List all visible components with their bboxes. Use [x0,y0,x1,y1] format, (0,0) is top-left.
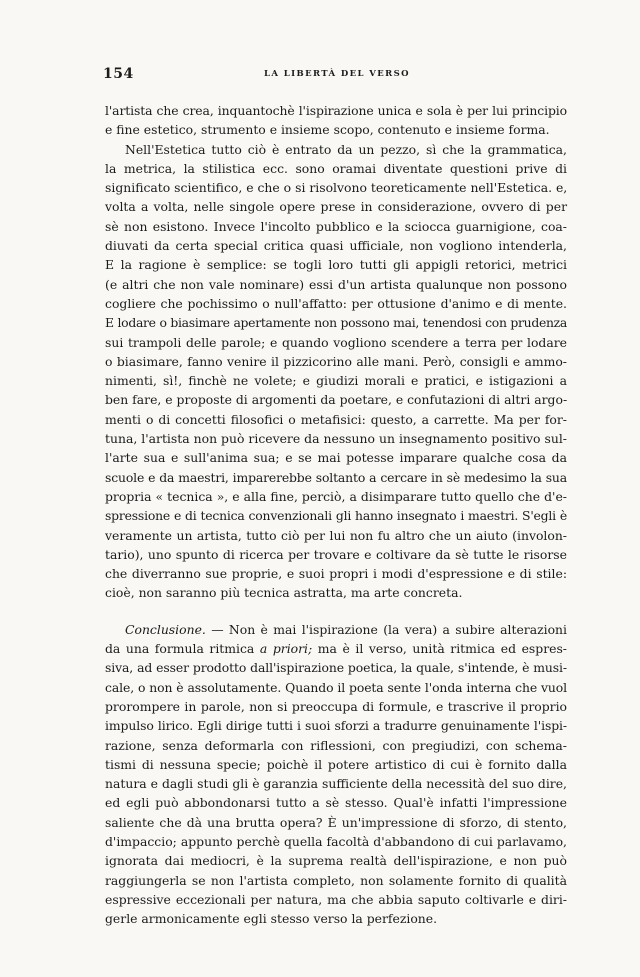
text-line [105,639,567,658]
text-line: (e altri che non vale nominare) essi d'un artista qualunque non possono [105,276,567,292]
text-line: la metrica, la stilistica ecc. sono oramai diventate questioni prive di [105,160,567,176]
text-line: cale, o non è assolutamente. Quando il poeta sente l'onda interna che vuol [105,679,567,695]
text-line: propria « tecnica », e alla fine, perciò, a disimparare tutto quello che d'e- [105,488,567,504]
text-line: ed egli può abbondonarsi tutto a sè stesso. Qual'è infatti l'impressione [105,795,567,811]
text-line: tario), uno spunto di ricerca per trovare e coltivare da sè tutte le risorse [105,546,567,562]
text-line: menti o di concetti filosofici o metafisici: questo, a carrette. Ma per for- [105,411,567,427]
paragraph-3 [105,620,567,929]
paragraph-1 [105,101,567,140]
text-line: E lodare o biasimare apertamente non possono mai, tenendosi con prudenza [105,315,567,331]
text-line: cogliere che pochissimo o null'affatto: per ottusione d'animo e di mente. [105,295,567,311]
text-line: natura e dagli studi gli è garanzia sufficiente della necessità del suo dire, [105,776,567,792]
text-line: razione, senza deformarla con riflessioni, con pregiudizi, con schema- [105,737,567,753]
text-line: l'arte sua e sull'anima sua; e se mai potesse imparare qualche cosa da [105,450,567,466]
text-line: espressive eccezionali per natura, ma che abbia saputo coltivarle e diri- [105,891,567,907]
text-line: cioè, non saranno più tecnica astratta, ma arte concreta. [105,585,463,601]
text-line: tuna, l'artista non può ricevere da nessuno un insegnamento positivo sul- [105,431,567,447]
text-line: siva, ad esser prodotto dall'ispirazione poetica, la quale, s'intende, è musi- [105,660,567,676]
text-line: diuvati da certa special critica quasi ufficiale, non vogliono intenderla, [105,238,567,254]
section-lead: Conclusione. [125,621,206,637]
text-line: impulso lirico. Egli dirige tutti i suoi sforzi a tradurre genuinamente l'ispi- [105,718,567,734]
text-line: scuole e da maestri, imparerebbe soltanto a cercare in sè medesimo la sua [105,469,567,485]
page-number: 154 [103,66,134,82]
body-text [105,101,567,928]
text-line: prorompere in parole, non si preoccupa di formule, e trascrive il proprio [105,698,567,714]
text-line: tismi di nessuna specie; poichè il potere artistico di cui è fornito dalla [105,756,567,772]
text-line: ben fare, e proposte di argomenti da poetare, e confutazioni di altri argo- [105,392,568,408]
text-line: E la ragione è semplice: se togli loro tutti gli appigli retorici, metrici [105,257,567,273]
italic-phrase: a priori; [259,641,313,657]
text-fragment: da una formula ritmica [105,641,260,657]
text-line: raggiungerla se non l'artista completo, non solamente fornito di qualità [105,872,567,888]
text-line: significato scientifico, e che o si risolvono teoreticamente nell'Estetica. e, [105,180,568,196]
text-line: che diverranno sue proprie, e suoi propri i modi d'espressione e di stile: [105,566,567,582]
text-line: nimenti, sì!, finchè ne volete; e giudizi morali e pratici, e istigazioni a [105,373,567,389]
text-line: d'impaccio; appunto perchè quella facoltà d'abbandono di cui parlavamo, [105,833,567,849]
paragraph-2 [105,140,567,603]
page-header [103,66,571,84]
text-line: veramente un artista, tutto ciò per lui non fu altro che un aiuto (involon- [105,527,567,543]
text-fragment: ma è il verso, unità ritmica ed espres- [312,641,567,657]
text-line: sè non esistono. Invece l'incolto pubblico e la sciocca guarnigione, coa- [105,218,567,234]
text-fragment: — Non è mai l'ispirazione (la vera) a subire alterazioni [205,621,567,637]
text-line: Nell'Estetica tutto ciò è entrato da un pezzo, sì che la grammatica, [125,141,567,157]
text-line: saliente che dà una brutta opera? È un'impressione di sforzo, di stento, [105,814,567,830]
paragraph-spacer [105,603,567,620]
text-line: sui trampoli delle parole; e quando vogliono scendere a terra per lodare [105,334,567,350]
text-line: volta a volta, nelle singole opere prese in considerazione, ovvero di per [105,199,567,215]
text-line: e fine estetico, strumento e insieme scopo, contenuto e insieme forma. [105,122,550,138]
running-title: LA LIBERTÀ DEL VERSO [264,69,410,79]
text-line: spressione e di tecnica convenzionali gli hanno insegnato i maestri. S'egli è [105,508,567,524]
text-line: o biasimare, fanno venire il pizzicorino alle mani. Però, consigli e ammo- [105,353,567,369]
text-line: ignorata dai mediocri, è la suprema realtà dell'ispirazione, e non può [105,853,567,869]
text-line: l'artista che crea, inquantochè l'ispirazione unica e sola è per lui principio [105,103,567,118]
text-line: gerle armonicamente egli stesso verso la perfezione. [105,911,438,927]
text-line [105,620,567,639]
